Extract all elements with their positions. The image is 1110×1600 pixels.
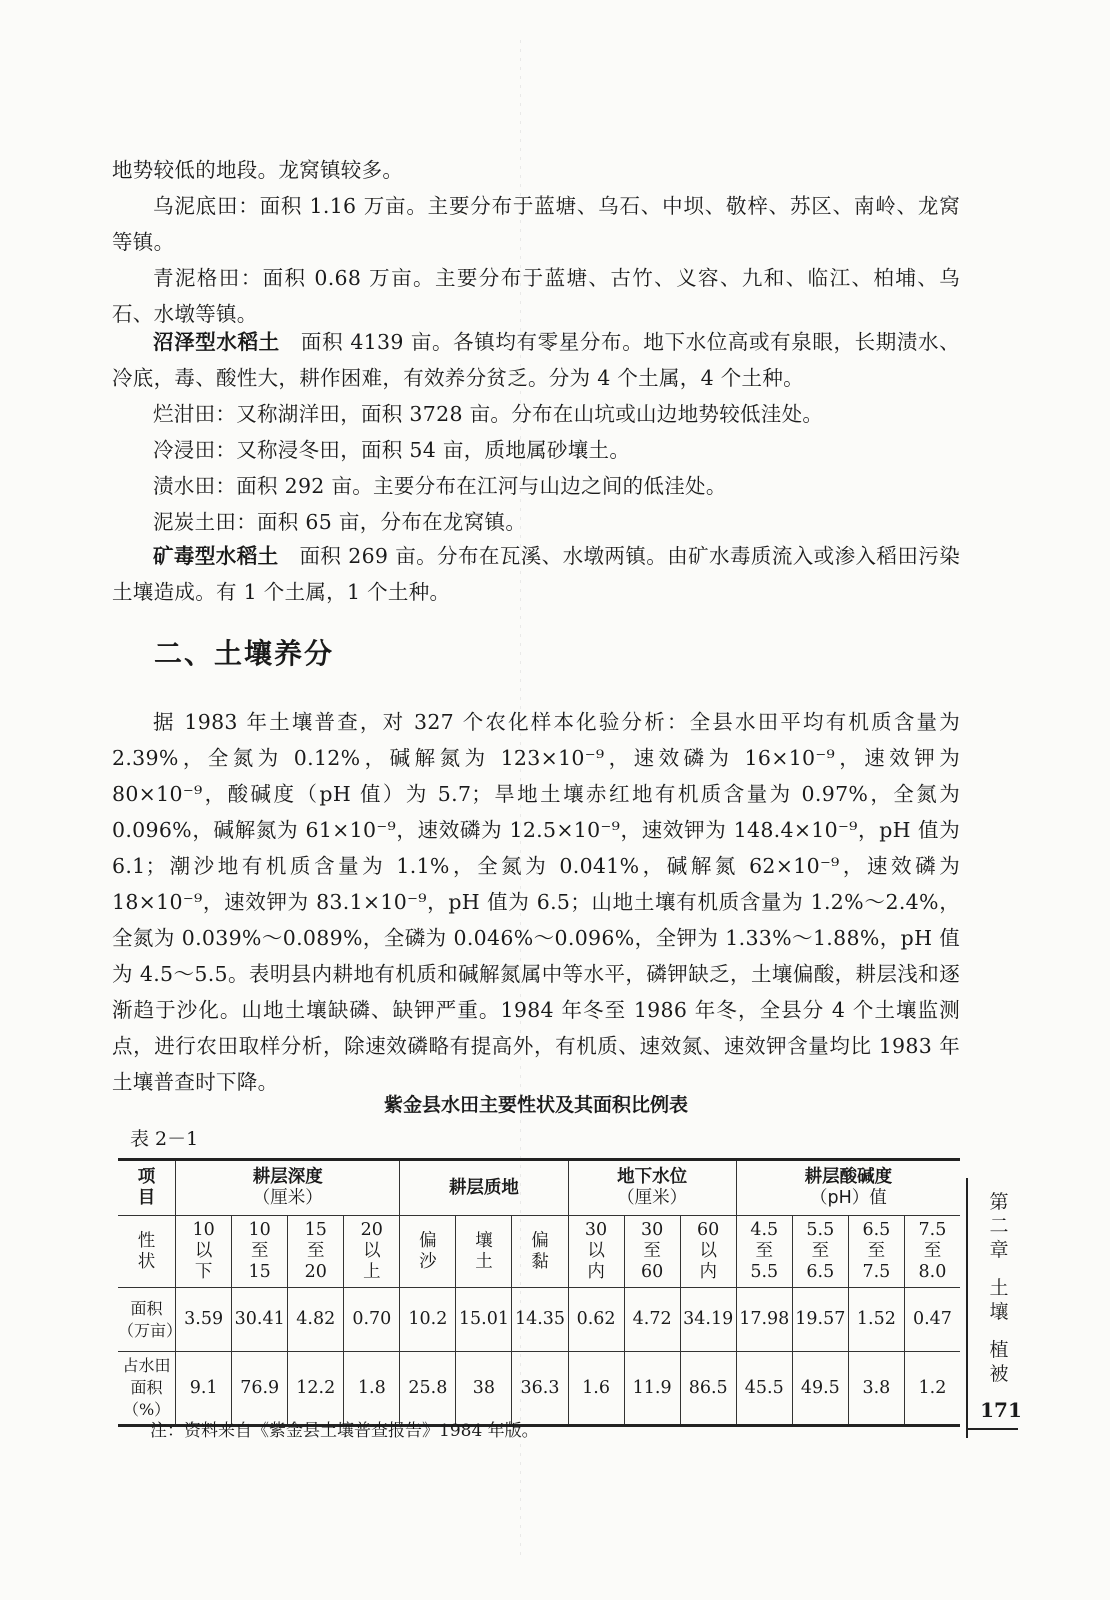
column-header: 30 以 内 bbox=[568, 1216, 624, 1288]
chapter-side-label bbox=[986, 1190, 1012, 1386]
table-cell: 12.2 bbox=[288, 1352, 344, 1426]
table-cell: 4.72 bbox=[624, 1288, 680, 1352]
topic-vegetation-label: 植 被 bbox=[989, 1339, 1009, 1385]
column-header: 30 至 60 bbox=[624, 1216, 680, 1288]
table-cell: 76.9 bbox=[232, 1352, 288, 1426]
table-cell: 36.3 bbox=[512, 1352, 568, 1426]
table-corner-top: 项 目 bbox=[118, 1160, 176, 1216]
table-corner-bottom: 性 状 bbox=[118, 1216, 176, 1288]
table-cell: 25.8 bbox=[400, 1352, 456, 1426]
paragraph-qingni-field: 青泥格田：面积 0.68 万亩。主要分布于蓝塘、古竹、义容、九和、临江、柏埔、乌石、水墩等镇。 bbox=[112, 266, 960, 326]
table-cell: 3.59 bbox=[176, 1288, 232, 1352]
table-cell: 1.52 bbox=[848, 1288, 904, 1352]
side-divider bbox=[966, 1178, 968, 1438]
table-cell: 15.01 bbox=[456, 1288, 512, 1352]
column-header: 5.5 至 6.5 bbox=[792, 1216, 848, 1288]
group-header-ph: 耕层酸碱度 （pH）值 bbox=[736, 1160, 960, 1216]
paragraph-wuni-field: 乌泥底田：面积 1.16 万亩。主要分布于蓝塘、乌石、中坝、敬梓、苏区、南岭、龙窝等镇。 bbox=[112, 194, 960, 254]
column-header: 10 至 15 bbox=[232, 1216, 288, 1288]
row-label-percent: 占水田 面积 （%） bbox=[118, 1352, 176, 1426]
paragraph-lanzi-field: 烂泔田：又称湖洋田，面积 3728 亩。分布在山坑或山边地势较低洼处。 bbox=[153, 402, 824, 426]
table-cell: 17.98 bbox=[736, 1288, 792, 1352]
paragraph-swamp-paddy bbox=[112, 324, 960, 396]
section-heading: 二、土壤养分 bbox=[154, 637, 335, 670]
table-cell: 0.47 bbox=[904, 1288, 960, 1352]
column-header: 10 以 下 bbox=[176, 1216, 232, 1288]
table-cell: 4.82 bbox=[288, 1288, 344, 1352]
table-cell: 9.1 bbox=[176, 1352, 232, 1426]
table-cell: 11.9 bbox=[624, 1352, 680, 1426]
column-header: 偏 沙 bbox=[400, 1216, 456, 1288]
paragraph-zishui-field: 渍水田：面积 292 亩。主要分布在江河与山边之间的低洼处。 bbox=[153, 474, 727, 498]
page-number: 171 bbox=[980, 1398, 1022, 1422]
table-cell: 34.19 bbox=[680, 1288, 736, 1352]
term-mine-toxic-paddy: 矿毒型水稻土 bbox=[153, 544, 279, 568]
column-header: 偏 黏 bbox=[512, 1216, 568, 1288]
text-swamp-paddy: 面积 4139 亩。各镇均有零星分布。地下水位高或有泉眼，长期渍水、冷底，毒、酸性大，耕作困难，有效养分贫乏。分为 4 个土属，4 个土种。 bbox=[112, 330, 960, 390]
table-cell: 38 bbox=[456, 1352, 512, 1426]
soil-properties-table bbox=[118, 1158, 960, 1427]
table-cell: 1.8 bbox=[344, 1352, 400, 1426]
chapter-label: 第 二 章 bbox=[989, 1191, 1009, 1261]
column-header: 60 以 内 bbox=[680, 1216, 736, 1288]
table-cell: 45.5 bbox=[736, 1352, 792, 1426]
table-cell: 86.5 bbox=[680, 1352, 736, 1426]
paragraph-soil-nutrients: 据 1983 年土壤普查，对 327 个农化样本化验分析：全县水田平均有机质含量为 2.39%，全氮为 0.12%，碱解氮为 123×10⁻⁹，速效磷为 16×10⁻⁹，速效钾为 80×10⁻⁹，酸碱度（pH 值）为 5.7；旱地土壤赤红地有机质含量为 0.97%，全氮为 0.096%，碱解氮为 61×10⁻⁹，速效磷为 12.5×10⁻⁹，速效钾为 148.4×10⁻⁹，pH 值为 6.1；潮沙地有机质含量为 1.1%，全氮为 0.041%，碱解氮 62×10⁻⁹，速效磷为 18×10⁻⁹，速效钾为 83.1×10⁻⁹，pH 值为 6.5；山地土壤有机质含量为 1.2%～2.4%，全氮为 0.039%～0.089%，全磷为 0.046%～0.096%，全钾为 1.33%～1.88%，pH 值为 4.5～5.5。表明县内耕地有机质和碱解氮属中等水平，磷钾缺乏，土壤偏酸，耕层浅和逐渐趋于沙化。山地土壤缺磷、缺钾严重。1984 年冬至 1986 年冬，全县分 4 个土壤监测点，进行农田取样分析，除速效磷略有提高外，有机质、速效氮、速效钾含量均比 1983 年土壤普查时下降。 bbox=[112, 710, 960, 1094]
term-swamp-paddy: 沼泽型水稻土 bbox=[153, 330, 280, 354]
table-cell: 14.35 bbox=[512, 1288, 568, 1352]
paragraph-mine-toxic-paddy bbox=[112, 538, 960, 610]
table-number: 表 2－1 bbox=[130, 1128, 199, 1150]
table-cell: 1.6 bbox=[568, 1352, 624, 1426]
table-cell: 0.62 bbox=[568, 1288, 624, 1352]
table-row bbox=[118, 1288, 960, 1352]
paragraph-continuation: 地势较低的地段。龙窝镇较多。 bbox=[112, 158, 404, 182]
paragraph-peat-field: 泥炭土田：面积 65 亩，分布在龙窝镇。 bbox=[153, 510, 527, 534]
table-note: 注：资料来自《紫金县土壤普查报告》1984 年版。 bbox=[150, 1421, 539, 1441]
column-header-row bbox=[118, 1216, 960, 1288]
column-header: 7.5 至 8.0 bbox=[904, 1216, 960, 1288]
paragraph-lengjin-field: 冷浸田：又称浸冬田，面积 54 亩，质地属砂壤土。 bbox=[153, 438, 631, 462]
topic-soil-label: 土 壤 bbox=[989, 1277, 1009, 1323]
table-cell: 3.8 bbox=[848, 1352, 904, 1426]
table-row bbox=[118, 1352, 960, 1426]
column-header: 20 以 上 bbox=[344, 1216, 400, 1288]
row-label-area: 面积 （万亩） bbox=[118, 1288, 176, 1352]
column-header: 壤 土 bbox=[456, 1216, 512, 1288]
column-header: 15 至 20 bbox=[288, 1216, 344, 1288]
group-header-water-table: 地下水位 （厘米） bbox=[568, 1160, 736, 1216]
text-mine-toxic-paddy: 面积 269 亩。分布在瓦溪、水墩两镇。由矿水毒质流入或渗入稻田污染土壤造成。有 1 个土属，1 个土种。 bbox=[112, 544, 960, 604]
table-cell: 1.2 bbox=[904, 1352, 960, 1426]
column-header: 6.5 至 7.5 bbox=[848, 1216, 904, 1288]
table-cell: 10.2 bbox=[400, 1288, 456, 1352]
table-cell: 49.5 bbox=[792, 1352, 848, 1426]
column-header: 4.5 至 5.5 bbox=[736, 1216, 792, 1288]
page-number-rule bbox=[968, 1428, 1018, 1430]
table-title: 紫金县水田主要性状及其面积比例表 bbox=[383, 1094, 688, 1116]
table-cell: 19.57 bbox=[792, 1288, 848, 1352]
group-header-texture: 耕层质地 bbox=[400, 1160, 568, 1216]
table-cell: 30.41 bbox=[232, 1288, 288, 1352]
table-cell: 0.70 bbox=[344, 1288, 400, 1352]
group-header-depth: 耕层深度 （厘米） bbox=[176, 1160, 400, 1216]
